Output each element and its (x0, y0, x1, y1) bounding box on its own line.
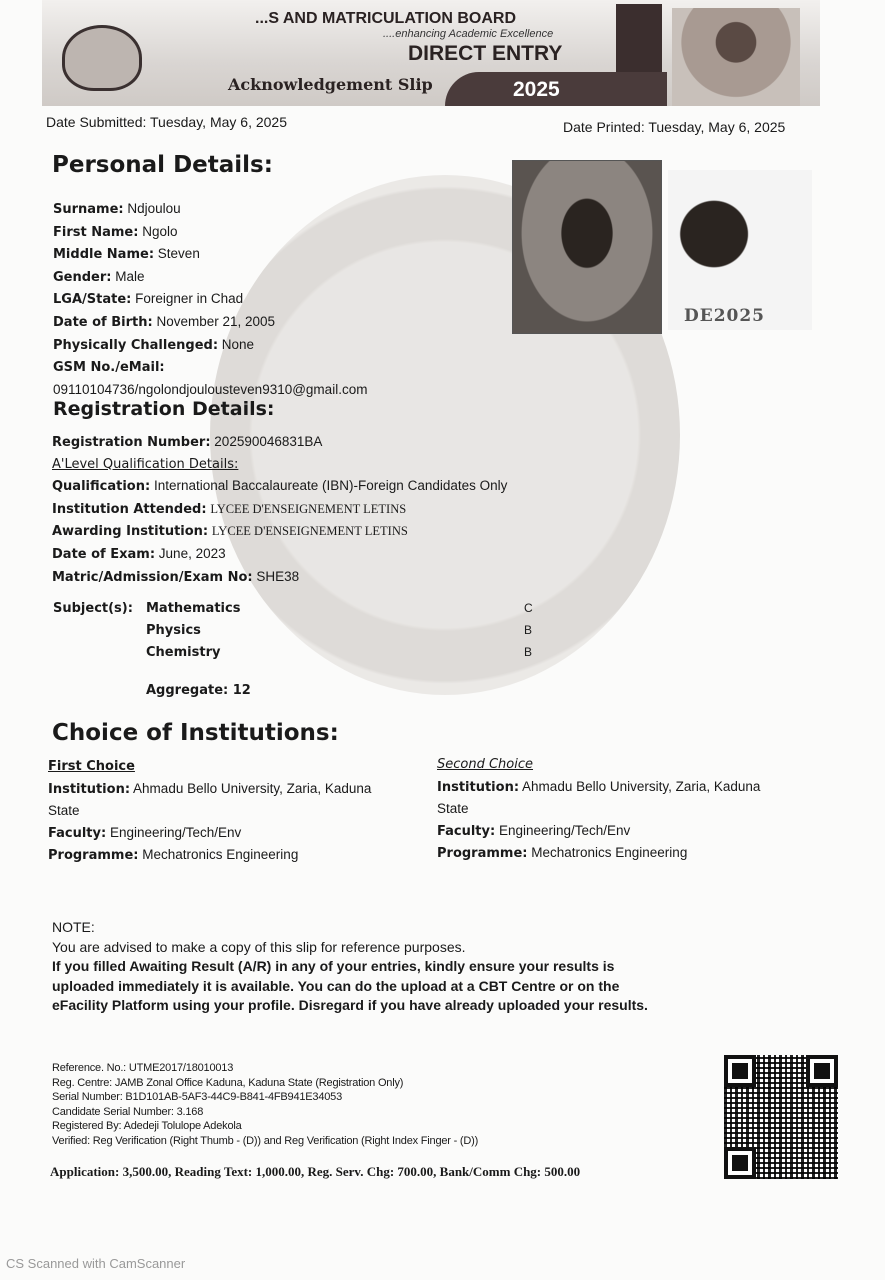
field-qualification: Qualification: International Baccalaureate (IBN)-Foreign Candidates Only (52, 478, 508, 495)
registration-heading: Registration Details: (53, 398, 275, 420)
alevel-heading: A'Level Qualification Details: (52, 456, 239, 472)
choice-faculty: Faculty: Engineering/Tech/Env (437, 822, 631, 839)
choice-title: Second Choice (437, 757, 534, 772)
field-physically-challenged: Physically Challenged: None (53, 336, 255, 353)
field-surname: Surname: Ndjoulou (53, 201, 181, 217)
jamb-logo (62, 25, 142, 91)
choice-institution-cont: State (48, 803, 80, 819)
note-line: If you filled Awaiting Result (A/R) in any of your entries, kindly ensure your results is (52, 958, 615, 974)
subject-grade: B (524, 623, 533, 637)
personal-details-heading: Personal Details: (52, 152, 273, 178)
qr-finder (724, 1147, 756, 1179)
camscanner-watermark: CS Scanned with CamScanner (6, 1256, 186, 1271)
registration-fields (52, 431, 507, 588)
choice-title: First Choice (48, 759, 135, 774)
choice-programme: Programme: Mechatronics Engineering (437, 845, 688, 862)
contact-value: 09110104736/ngolondjoulousteven9310@gmail.com (53, 381, 368, 397)
year-text: 2025 (513, 78, 560, 101)
subjects-label: Subject(s): (53, 601, 133, 616)
serial-number: Serial Number: B1D101AB-5AF3-44C9-B841-4FB941E34053 (52, 1091, 343, 1104)
candidate-serial-number: Candidate Serial Number: 3.168 (52, 1105, 204, 1118)
date-printed: Date Printed: Tuesday, May 6, 2025 (563, 119, 786, 135)
registered-by: Registered By: Adedeji Tolulope Adekola (52, 1120, 242, 1133)
choice-programme: Programme: Mechatronics Engineering (48, 847, 299, 864)
field-middle-name: Middle Name: Steven (53, 246, 200, 263)
qr-finder (806, 1055, 838, 1087)
note-block (52, 918, 648, 1016)
field-institution-attended: Institution Attended: LYCEE D'ENSEIGNEMENT LETINS (52, 501, 407, 517)
qr-code (724, 1055, 838, 1179)
subject-name: Mathematics (146, 601, 241, 616)
reg-centre: Reg. Centre: JAMB Zonal Office Kaduna, Kaduna State (Registration Only) (52, 1076, 404, 1089)
subject-grade: C (524, 601, 533, 615)
personal-fields (53, 198, 367, 400)
field-first-name: First Name: Ngolo (53, 223, 178, 240)
fees-breakdown: Application: 3,500.00, Reading Text: 1,000.00, Reg. Serv. Chg: 700.00, Bank/Comm Chg: 500.00 (50, 1164, 581, 1179)
exam-type: DIRECT ENTRY (408, 42, 563, 65)
footer-details (52, 1061, 478, 1149)
candidate-photo (512, 160, 662, 334)
qr-finder (724, 1055, 756, 1087)
banner-image (672, 8, 800, 106)
field-awarding-institution: Awarding Institution: LYCEE D'ENSEIGNEMENT LETINS (52, 524, 408, 540)
choice-heading: Choice of Institutions: (52, 720, 339, 746)
field-reg-number: Registration Number: 202590046831BA (52, 434, 323, 450)
choice-faculty: Faculty: Engineering/Tech/Env (48, 824, 242, 841)
note-line: eFacility Platform using your profile. Disregard if you have already uploaded your results. (52, 997, 648, 1013)
verified: Verified: Reg Verification (Right Thumb - (D)) and Reg Verification (Right Index Finger - (D)) (52, 1134, 479, 1147)
second-choice (437, 754, 837, 865)
choice-institution: Institution: Ahmadu Bello University, Zaria, Kaduna (48, 780, 372, 797)
field-dob: Date of Birth: November 21, 2005 (53, 313, 276, 330)
slip-title: Acknowledgement Slip (228, 75, 433, 94)
field-gsm-email: GSM No./eMail: (53, 360, 165, 376)
field-exam-no: Matric/Admission/Exam No: SHE38 (52, 568, 300, 585)
field-date-of-exam: Date of Exam: June, 2023 (52, 545, 226, 562)
board-tagline: ....enhancing Academic Excellence (383, 28, 554, 40)
reference-number: Reference. No.: UTME2017/18010013 (52, 1062, 234, 1074)
first-choice (48, 756, 428, 867)
note-line: You are advised to make a copy of this slip for reference purposes. (52, 938, 466, 955)
field-gender: Gender: Male (53, 268, 145, 285)
note-line: uploaded immediately it is available. You can do the upload at a CBT Centre or on the (52, 977, 620, 994)
choice-institution: Institution: Ahmadu Bello University, Zaria, Kaduna (437, 778, 761, 795)
subject-name: Chemistry (146, 645, 221, 660)
note-title: NOTE: (52, 919, 95, 935)
banner-decoration (616, 4, 662, 74)
date-submitted: Date Submitted: Tuesday, May 6, 2025 (46, 114, 287, 130)
subject-name: Physics (146, 623, 201, 638)
aggregate: Aggregate: 12 (146, 683, 251, 698)
subject-grade: B (524, 645, 533, 659)
field-lga-state: LGA/State: Foreigner in Chad (53, 291, 244, 308)
photo-stamp: DE2025 (684, 306, 766, 326)
board-name: ...S AND MATRICULATION BOARD (255, 10, 517, 27)
choice-institution-cont: State (437, 801, 469, 817)
